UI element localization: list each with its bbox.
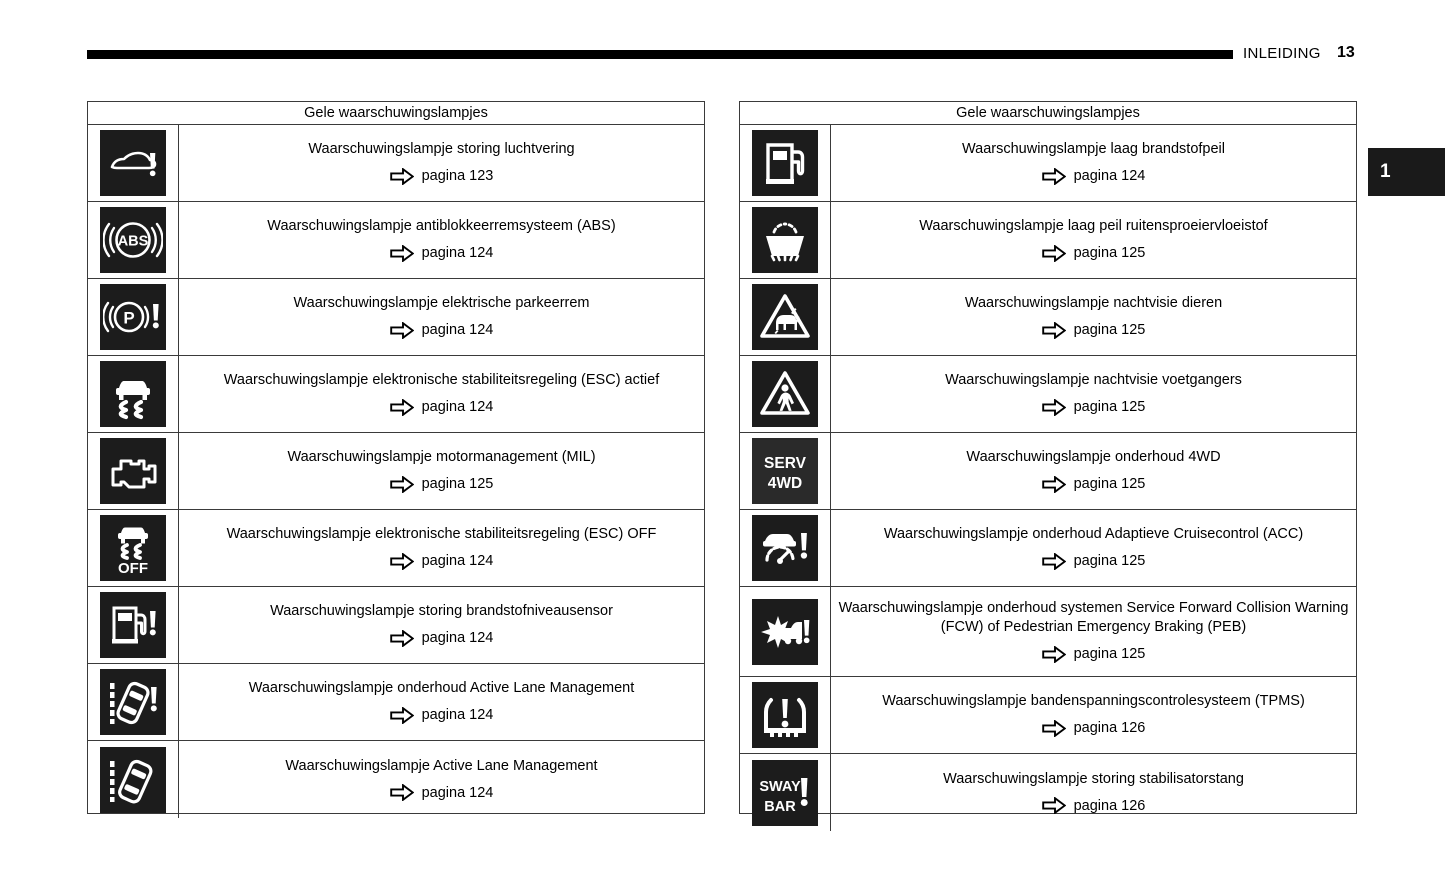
warning-lamp-description: Waarschuwingslampje storing brandstofniveausensor: [270, 603, 613, 620]
warning-lamp-icon-cell: [740, 356, 831, 432]
page-reference-label: pagina 125: [1073, 553, 1146, 570]
warning-lamp-description: Waarschuwingslampje nachtvisie dieren: [964, 295, 1223, 312]
warning-lamp-description-cell: [831, 356, 1356, 432]
svg-text:BAR: BAR: [764, 798, 796, 815]
electric-parking-brake-icon: [100, 284, 166, 350]
warning-lamp-description: Waarschuwingslampje storing luchtvering: [308, 141, 575, 158]
svg-text:SERV: SERV: [764, 455, 806, 472]
warning-lamp-description: Waarschuwingslampje elektronische stabiliteitsregeling (ESC) actief: [223, 372, 660, 389]
section-label: INLEIDING: [1243, 45, 1321, 62]
warning-lamp-description-cell: [831, 510, 1356, 586]
right-arrow-icon: [1042, 245, 1066, 262]
warning-lamp-row: [88, 279, 704, 356]
warning-lamps-table-right: [739, 101, 1357, 814]
right-arrow-icon: [390, 553, 414, 570]
warning-lamp-row: [88, 587, 704, 664]
warning-lamp-description: Waarschuwingslampje laag peil ruitensproeiervloeistof: [919, 218, 1268, 235]
svg-text:OFF: OFF: [118, 560, 148, 577]
warning-lamp-row: [88, 125, 704, 202]
page-reference-label: pagina 124: [421, 707, 494, 724]
warning-lamp-row: [88, 433, 704, 510]
warning-lamp-description: Waarschuwingslampje storing stabilisatorstang: [943, 770, 1244, 787]
warning-lamp-description-cell: [179, 741, 704, 818]
warning-lamp-row: [740, 279, 1356, 356]
warning-lamp-description-cell: [831, 202, 1356, 278]
warning-lamp-row: [88, 356, 704, 433]
page-reference[interactable]: [1042, 476, 1146, 493]
warning-lamp-description-cell: [179, 587, 704, 663]
page-reference-label: pagina 124: [421, 399, 494, 416]
page-reference-label: pagina 124: [421, 553, 494, 570]
page-reference[interactable]: [1042, 553, 1146, 570]
warning-lamp-description: Waarschuwingslampje antiblokkeerremsysteem (ABS): [267, 218, 616, 235]
sway-bar-icon: [752, 760, 818, 826]
warning-lamp-row: [740, 677, 1356, 754]
warning-lamp-description: Waarschuwingslampje nachtvisie voetgangers: [945, 372, 1242, 389]
right-arrow-icon: [1042, 168, 1066, 185]
warning-lamp-description: Waarschuwingslampje onderhoud 4WD: [966, 449, 1221, 466]
warning-lamp-description: Waarschuwingslampje laag brandstofpeil: [961, 141, 1226, 158]
table-right-rows: [740, 125, 1356, 831]
page-number: 13: [1337, 44, 1355, 61]
page-reference[interactable]: [390, 553, 494, 570]
night-vision-pedestrian-icon: [752, 361, 818, 427]
page-reference[interactable]: [390, 630, 494, 647]
warning-lamp-icon-cell: [740, 677, 831, 753]
page-reference[interactable]: [390, 245, 494, 262]
page-reference-label: pagina 126: [1073, 797, 1146, 814]
chapter-tab-label: 1: [1380, 161, 1391, 182]
warning-lamp-description-cell: [179, 510, 704, 586]
warning-lamp-description: Waarschuwingslampje Active Lane Management: [285, 757, 598, 774]
warning-lamp-description: Waarschuwingslampje elektrische parkeerrem: [293, 295, 590, 312]
page-reference-label: pagina 125: [1073, 646, 1146, 663]
page-reference[interactable]: [1042, 322, 1146, 339]
right-arrow-icon: [390, 476, 414, 493]
warning-lamp-row: [740, 433, 1356, 510]
page-reference[interactable]: [1042, 245, 1146, 262]
svg-text:4WD: 4WD: [767, 475, 803, 492]
warning-lamp-icon-cell: [740, 754, 831, 831]
service-4wd-icon: [752, 438, 818, 504]
warning-lamp-description: Waarschuwingslampje elektronische stabiliteitsregeling (ESC) OFF: [226, 526, 657, 543]
page-reference-label: pagina 126: [1073, 720, 1146, 737]
lane-management-service-icon: [100, 669, 166, 735]
air-suspension-fault-icon: [100, 130, 166, 196]
svg-text:ABS: ABS: [117, 233, 149, 250]
right-arrow-icon: [390, 784, 414, 801]
warning-lamp-description-cell: [179, 356, 704, 432]
lane-management-icon: [100, 747, 166, 813]
warning-lamp-description: Waarschuwingslampje onderhoud systemen Service Forward Collision Warning (FCW) of Pedestrian Emergency Braking (PEB): [838, 600, 1349, 635]
warning-lamp-row: [88, 202, 704, 279]
table-left-title: Gele waarschuwingslampjes: [88, 102, 704, 125]
page-reference[interactable]: [1042, 720, 1146, 737]
warning-lamp-description: Waarschuwingslampje motormanagement (MIL): [287, 449, 596, 466]
right-arrow-icon: [390, 168, 414, 185]
warning-lamp-icon-cell: [88, 587, 179, 663]
warning-lamp-icon-cell: [88, 202, 179, 278]
page-reference-label: pagina 125: [1073, 322, 1146, 339]
warning-lamp-description: Waarschuwingslampje onderhoud Active Lane Management: [248, 680, 635, 697]
warning-lamp-row: [88, 510, 704, 587]
svg-text:P: P: [123, 308, 135, 328]
page-reference[interactable]: [1042, 168, 1146, 185]
page-reference-label: pagina 124: [421, 630, 494, 647]
warning-lamp-icon-cell: [88, 664, 179, 740]
page-reference-label: pagina 123: [421, 168, 494, 185]
right-arrow-icon: [1042, 553, 1066, 570]
warning-lamp-icon-cell: [88, 125, 179, 201]
warning-lamp-description-cell: [179, 202, 704, 278]
warning-lamp-row: [740, 125, 1356, 202]
page-reference[interactable]: [390, 168, 494, 185]
right-arrow-icon: [390, 322, 414, 339]
washer-fluid-icon: [752, 207, 818, 273]
warning-lamp-icon-cell: [88, 433, 179, 509]
warning-lamp-description-cell: [831, 125, 1356, 201]
right-arrow-icon: [1042, 399, 1066, 416]
page-reference[interactable]: [390, 322, 494, 339]
warning-lamp-icon-cell: [740, 433, 831, 509]
abs-icon: [100, 207, 166, 273]
page-reference-label: pagina 125: [1073, 399, 1146, 416]
warning-lamp-description-cell: [831, 587, 1356, 676]
warning-lamp-row: [88, 664, 704, 741]
page-reference-label: pagina 125: [421, 476, 494, 493]
page-reference-label: pagina 124: [421, 245, 494, 262]
warning-lamp-description-cell: [179, 125, 704, 201]
warning-lamp-description-cell: [831, 754, 1356, 831]
right-arrow-icon: [1042, 646, 1066, 663]
right-arrow-icon: [390, 245, 414, 262]
right-arrow-icon: [390, 707, 414, 724]
warning-lamp-description-cell: [179, 433, 704, 509]
service-acc-icon: [752, 515, 818, 581]
page-reference[interactable]: [390, 784, 494, 801]
warning-lamp-row: [740, 587, 1356, 677]
esc-active-icon: [100, 361, 166, 427]
header-rule: [87, 50, 1233, 59]
page-reference[interactable]: [1042, 399, 1146, 416]
warning-lamp-description-cell: [831, 279, 1356, 355]
page-reference-label: pagina 125: [1073, 245, 1146, 262]
warning-lamp-row: [88, 741, 704, 818]
right-arrow-icon: [390, 630, 414, 647]
chapter-tab: [1368, 148, 1445, 196]
warning-lamp-row: [740, 356, 1356, 433]
page-reference[interactable]: [390, 476, 494, 493]
warning-lamp-icon-cell: [88, 279, 179, 355]
tpms-icon: [752, 682, 818, 748]
right-arrow-icon: [1042, 476, 1066, 493]
table-left-rows: [88, 125, 704, 818]
page-reference-label: pagina 124: [421, 322, 494, 339]
warning-lamp-description-cell: [831, 433, 1356, 509]
warning-lamp-description-cell: [179, 664, 704, 740]
table-right-title: Gele waarschuwingslampjes: [740, 102, 1356, 125]
warning-lamp-icon-cell: [88, 510, 179, 586]
service-fcw-peb-icon: [752, 599, 818, 665]
low-fuel-icon: [752, 130, 818, 196]
page-reference-label: pagina 125: [1073, 476, 1146, 493]
warning-lamp-icon-cell: [88, 741, 179, 818]
right-arrow-icon: [1042, 797, 1066, 814]
warning-lamp-description-cell: [831, 677, 1356, 753]
right-arrow-icon: [1042, 322, 1066, 339]
warning-lamp-icon-cell: [88, 356, 179, 432]
warning-lamp-icon-cell: [740, 125, 831, 201]
page-reference[interactable]: [1042, 646, 1146, 663]
warning-lamps-table-left: [87, 101, 705, 814]
warning-lamp-icon-cell: [740, 202, 831, 278]
page-reference[interactable]: [390, 399, 494, 416]
warning-lamp-row: [740, 510, 1356, 587]
page-reference[interactable]: [390, 707, 494, 724]
right-arrow-icon: [1042, 720, 1066, 737]
warning-lamp-description-cell: [179, 279, 704, 355]
warning-lamp-icon-cell: [740, 587, 831, 676]
warning-lamp-row: [740, 754, 1356, 831]
warning-lamp-icon-cell: [740, 279, 831, 355]
warning-lamp-description: Waarschuwingslampje bandenspanningscontrolesysteem (TPMS): [882, 693, 1305, 710]
fuel-level-sensor-fault-icon: [100, 592, 166, 658]
warning-lamp-icon-cell: [740, 510, 831, 586]
night-vision-animal-icon: [752, 284, 818, 350]
engine-mil-icon: [100, 438, 166, 504]
page-reference-label: pagina 124: [421, 784, 494, 801]
page-reference[interactable]: [1042, 797, 1146, 814]
warning-lamp-row: [740, 202, 1356, 279]
warning-lamp-description: Waarschuwingslampje onderhoud Adaptieve Cruisecontrol (ACC): [883, 526, 1304, 543]
page-reference-label: pagina 124: [1073, 168, 1146, 185]
svg-text:SWAY: SWAY: [759, 778, 801, 795]
esc-off-icon: [100, 515, 166, 581]
right-arrow-icon: [390, 399, 414, 416]
